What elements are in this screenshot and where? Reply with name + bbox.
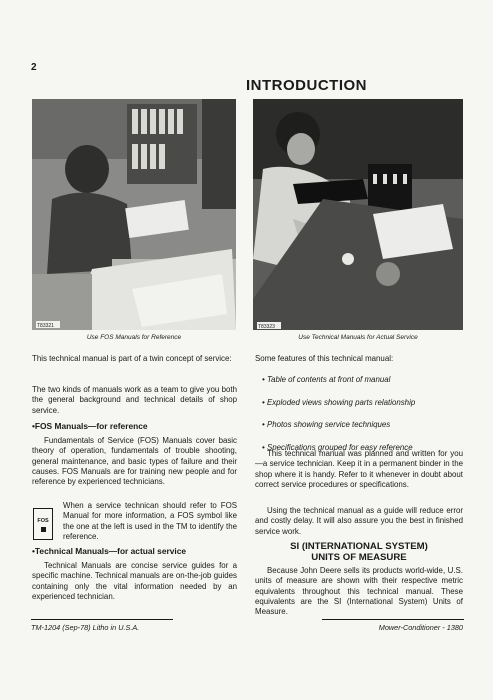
guide-paragraph: Using the technical manual as a guide will reduce error and costly delay. It will also assure you the best in finished service work. — [255, 506, 463, 536]
caption-technical-manuals: Use Technical Manuals for Actual Service — [298, 334, 418, 341]
photo-technical-manuals-image — [253, 99, 463, 330]
si-heading-line-1: SI (INTERNATIONAL SYSTEM) — [290, 541, 428, 552]
photo-technical-manuals-stamp: T83323 — [258, 324, 275, 330]
features-intro: Some features of this technical manual: — [255, 354, 394, 363]
features-list-item: • Specifications grouped for easy reference — [262, 442, 413, 452]
footer-rule-right — [322, 619, 464, 620]
features-list-item: • Table of contents at front of manual — [262, 375, 391, 384]
si-heading — [255, 541, 463, 563]
fos-paragraph: Fundamentals of Service (FOS) Manuals cover basic theory of operation, fundamentals of trouble shooting, general maintenance, and basic types of failure and their causes. FOS Manuals are for training new people and for reference by experienced technicians. — [32, 436, 237, 487]
twin-concept-paragraph: The two kinds of manuals work as a team to give you both the general background and technical details of shop service. — [32, 385, 237, 415]
photo-fos-manuals-stamp: T83321 — [37, 323, 54, 329]
caption-fos-manuals: Use FOS Manuals for Reference — [86, 334, 182, 341]
fos-symbol-label: FOS — [37, 518, 49, 524]
features-list-item: • Exploded views showing parts relationship — [262, 397, 416, 407]
photo-fos-manuals-image — [32, 99, 236, 330]
photo-technical-manuals — [253, 99, 463, 330]
page-title-text: INTRODUCTION — [246, 77, 367, 94]
page-title — [0, 77, 493, 94]
footer-manual-info: TM-1204 (Sep-78) Litho in U.S.A. — [31, 623, 140, 632]
fos-symbol-dot — [41, 527, 46, 532]
features-list-item: • Photos showing service techniques — [262, 420, 391, 429]
si-paragraph: Because John Deere sells its products world-wide, U.S. units of measure are shown with their respective metric equivalents throughout this technical manual. These equivalents are the SI (International System) Units of Measure. — [255, 566, 463, 617]
fos-symbol-paragraph: When a service technican should refer to FOS Manual for more information, a FOS symbol like the one at the left is used in the TM to identify the reference. — [63, 501, 237, 541]
fos-heading: •FOS Manuals—for reference — [32, 421, 148, 431]
footer-model: Mower-Conditioner - 1380 — [378, 623, 463, 632]
technical-manuals-heading: •Technical Manuals—for actual service — [32, 546, 187, 556]
photo-fos-manuals — [32, 99, 236, 330]
page-number: 2 — [31, 62, 37, 73]
footer-rule-left — [31, 619, 173, 620]
technical-manuals-paragraph: Technical Manuals are concise service guides for a specific machine. Technical manuals are on-the-job guides containing only the vital information needed by an experienced technician. — [32, 561, 237, 601]
si-heading-line-2: UNITS OF MEASURE — [311, 552, 407, 563]
intro-paragraph: This technical manual is part of a twin concept of service: — [32, 354, 232, 363]
planned-paragraph: This technical manual was planned and written for you—a service technician. Keep it in a permanent binder in the shop where it is handy. Refer to it whenever in doubt about correct service procedures or specifications. — [255, 449, 463, 489]
fos-symbol — [33, 508, 53, 540]
